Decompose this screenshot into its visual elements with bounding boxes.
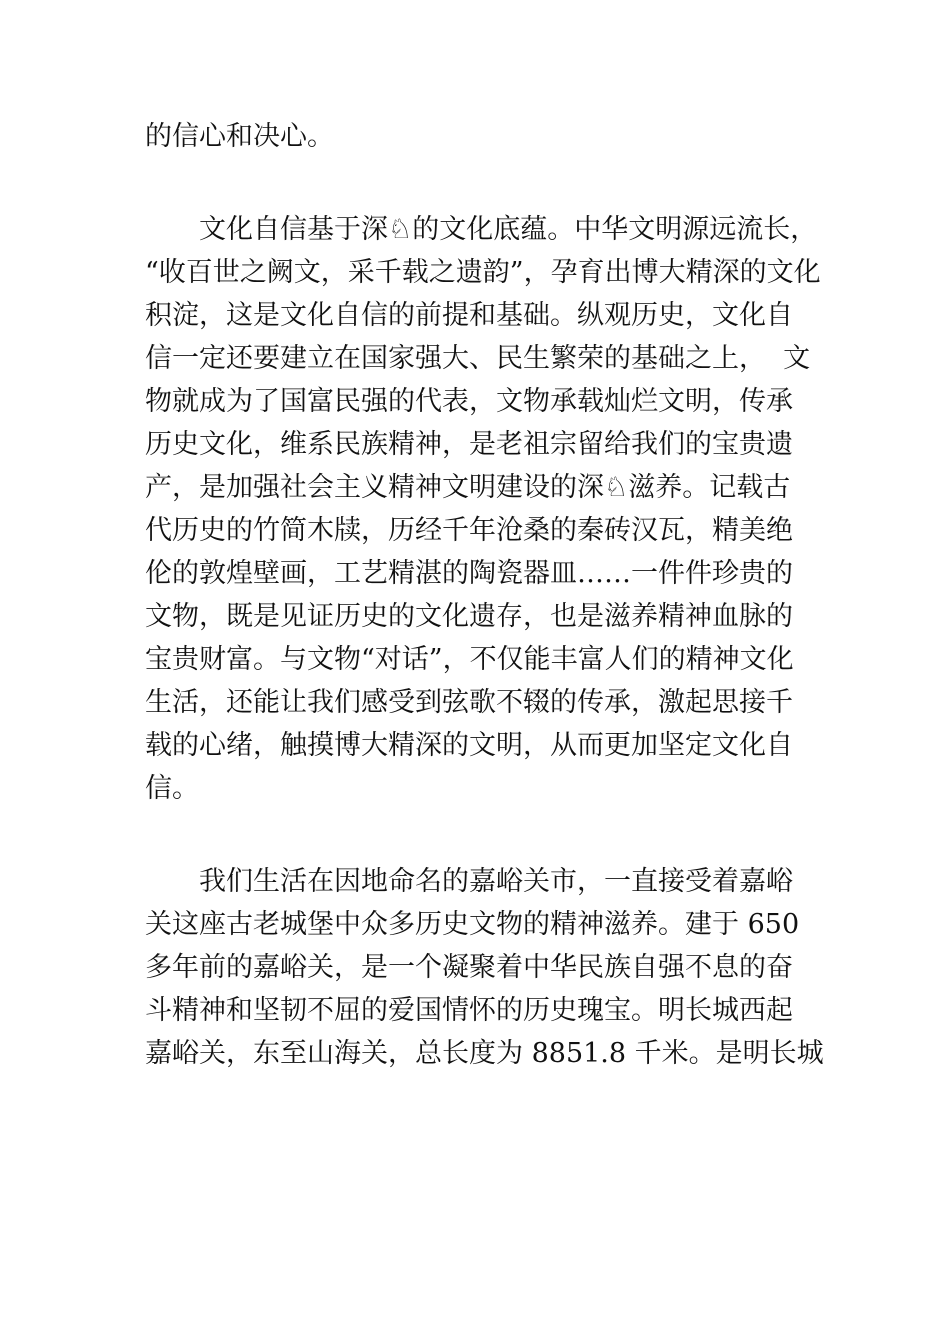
paragraph-2-line-6: 历史文化，维系民族精神，是老祖宗留给我们的宝贵遗 (145, 429, 793, 460)
paragraph-2-line-10: 文物，既是见证历史的文化遗存，也是滋养精神血脉的 (145, 601, 793, 632)
paragraph-3-line-4: 斗精神和坚韧不屈的爱国情怀的历史瑰宝。明长城西起 (145, 995, 793, 1026)
paragraph-2-line-13: 载的心绪，触摸博大精深的文明，从而更加坚定文化自 (145, 730, 793, 761)
paragraph-2-line-11: 宝贵财富。与文物“对话”，不仅能丰富人们的精神文化 (145, 644, 794, 675)
paragraph-2-line-5: 物就成为了国富民强的代表，文物承载灿烂文明，传承 (145, 386, 793, 417)
paragraph-2-line-1: 文化自信基于深♘的文化底蕴。中华文明源远流长， (199, 214, 818, 245)
paragraph-2-line-9: 伦的敦煌壁画，工艺精湛的陶瓷器皿……一件件珍贵的 (145, 558, 793, 589)
paragraph-3-line-2: 关这座古老城堡中众多历史文物的精神滋养。建于 650 (145, 909, 800, 940)
paragraph-1-line-1: 的信心和决心。 (145, 121, 334, 152)
paragraph-2-line-12: 生活，还能让我们感受到弦歌不辍的传承，激起思接千 (145, 687, 793, 718)
paragraph-2-line-3: 积淀，这是文化自信的前提和基础。纵观历史，文化自 (145, 300, 793, 331)
paragraph-2-line-7: 产，是加强社会主义精神文明建设的深♘滋养。记载古 (145, 472, 791, 503)
paragraph-3-line-5: 嘉峪关，东至山海关，总长度为 8851.8 千米。是明长城 (145, 1038, 824, 1069)
paragraph-3-line-1: 我们生活在因地命名的嘉峪关市，一直接受着嘉峪 (199, 866, 793, 897)
paragraph-3-line-3: 多年前的嘉峪关，是一个凝聚着中华民族自强不息的奋 (145, 952, 793, 983)
paragraph-2-line-8: 代历史的竹简木牍，历经千年沧桑的秦砖汉瓦，精美绝 (145, 515, 793, 546)
paragraph-2-line-2: “收百世之阙文，采千载之遗韵”，孕育出博大精深的文化 (145, 257, 821, 288)
paragraph-2-line-14: 信。 (145, 773, 199, 804)
paragraph-2-line-4: 信一定还要建立在国家强大、民生繁荣的基础之上， 文 (145, 343, 811, 374)
